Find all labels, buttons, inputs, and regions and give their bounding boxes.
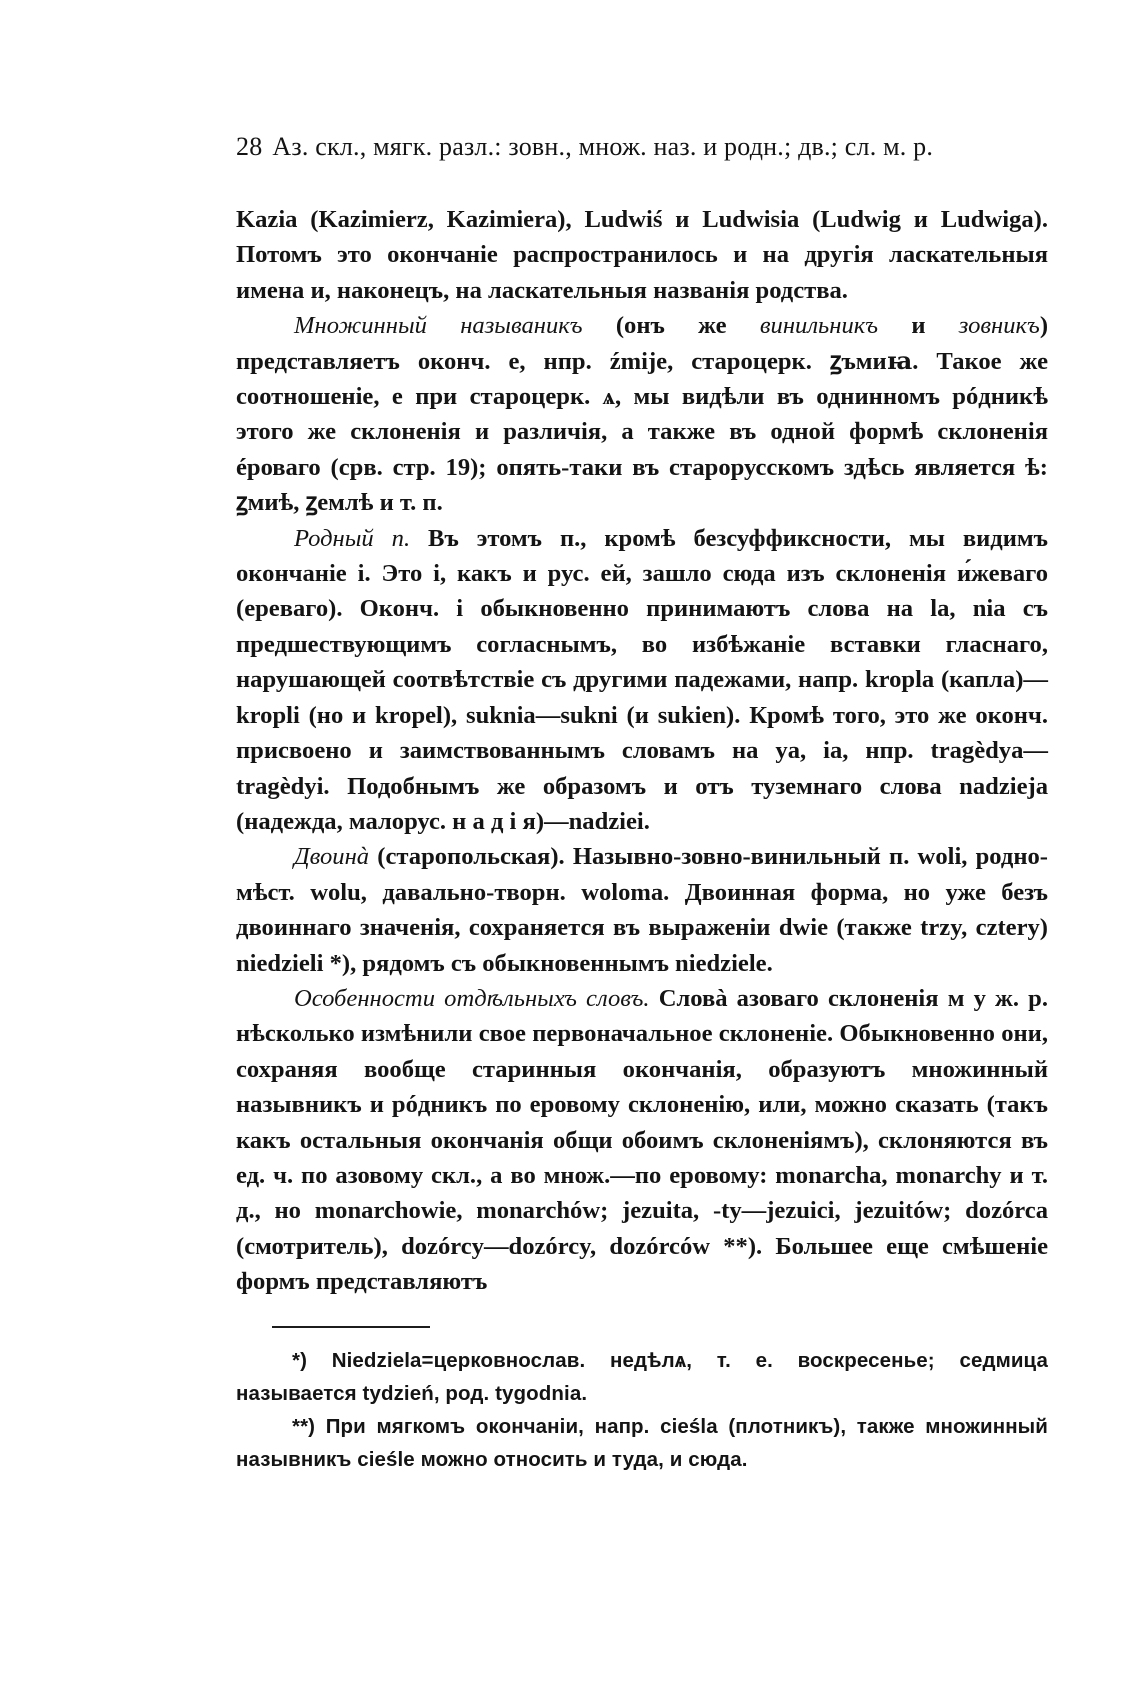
section-heading-genitive: Родный п. xyxy=(294,524,411,552)
section-heading-peculiarities: Особенности отдѣльныхъ словъ. xyxy=(294,984,650,1012)
footnote-1: *) Niedziela=церковнослав. недѣлѧ, т. е. воскресенье; седмица называется tydzień, род. tygodnia. xyxy=(236,1348,1048,1405)
section-heading-plural: Множинный называникъ xyxy=(294,312,583,340)
section-heading-dual: Двоинà xyxy=(294,843,370,871)
paragraph-plural-nominative: Множинный называникъ (онъ же винильникъ и зовникъ) представляетъ оконч. е, нпр. źmije, староцерк. ꙁъмиꙗ. Такое же соотношеніе, е при староцерк. ѧ, мы видѣли въ однинномъ рóдникѣ этого же склоненія и различія, а также въ одной формѣ склоненія éроваго (срв. стр. 19); опять-таки въ старорусскомъ здѣсь является ѣ: ꙁмиѣ, ꙁемлѣ и т. п. xyxy=(236,312,1049,517)
paragraph-word-peculiarities: Особенности отдѣльныхъ словъ. Словà азоваго склоненія м у ж. р. нѣсколько измѣнили свое первоначальное склоненіе. Обыкновенно они, сохраняя вообще старинныя окончанія, образуютъ множинный назывникъ и рóдникъ по еровому склоненію, или, можно сказать (такъ какъ остальныя окончанія общи обоимъ склоненіямъ), склоняются въ ед. ч. по азовому скл., а во множ.—по еровому: monarcha, monarchy и т. д., но monarchowie, monarchów; jezuita, -ty—jezuici, jezuitów; dozórca (смотритель), dozórcy—dozórcy, dozórców **). Большее еще смѣшеніе формъ представляютъ xyxy=(236,984,1048,1296)
footnote-divider xyxy=(272,1326,430,1328)
running-head xyxy=(236,130,1048,164)
paragraph-dual: Двоинà (старопольская). Назывно-зовно-винильный п. woli, родно-мѣст. wolu, давально-творн. woloma. Двоинная форма, но уже безъ двоиннаго значенія, сохраняется въ выраженіи dwie (также trzy, cztery) niedzieli *), рядомъ съ обыкновеннымъ niedziele. xyxy=(236,843,1048,977)
footnote-2: **) При мягкомъ окончаніи, напр. cieśla (плотникъ), также множинный назывникъ cieśle можно относить и туда, и сюда. xyxy=(236,1414,1048,1471)
page-content xyxy=(236,130,1048,1476)
paragraph-continuation: Kazia (Kazimierz, Kazimiera), Ludwiś и Ludwisia (Ludwig и Ludwiga). Потомъ это окончаніе распространилось и на другія ласкательныя имена и, наконецъ, на ласкательныя названія родства. xyxy=(236,206,1048,304)
paragraph-genitive: Родный п. Въ этомъ п., кромѣ безсуффиксности, мы видимъ окончаніе і. Это і, какъ и рус. ей, зашло сюда изъ склоненія и́жеваго (ереваго). Оконч. і обыкновенно принимаютъ слова на la, nia съ предшествующимъ согласнымъ, во избѣжаніе вставки гласнаго, нарушающей соотвѣтствіе съ другими падежами, напр. kropla (капла)—kropli (но и kropel), suknia—sukni (и sukien). Кромѣ того, это же оконч. присвоено и заимствованнымъ словамъ на ya, ia, нпр. tragèdya—tragèdyi. Подобнымъ же образомъ и отъ туземнаго слова nadzieja (надежда, малорус. н а д і я)—nadziei. xyxy=(236,524,1048,835)
main-text xyxy=(236,202,1048,1300)
running-head-text: Аз. скл., мягк. разл.: зовн., множ. наз. и родн.; дв.; сл. м. р. xyxy=(272,132,934,161)
page-number: 28 xyxy=(236,132,263,161)
footnotes xyxy=(236,1344,1048,1476)
